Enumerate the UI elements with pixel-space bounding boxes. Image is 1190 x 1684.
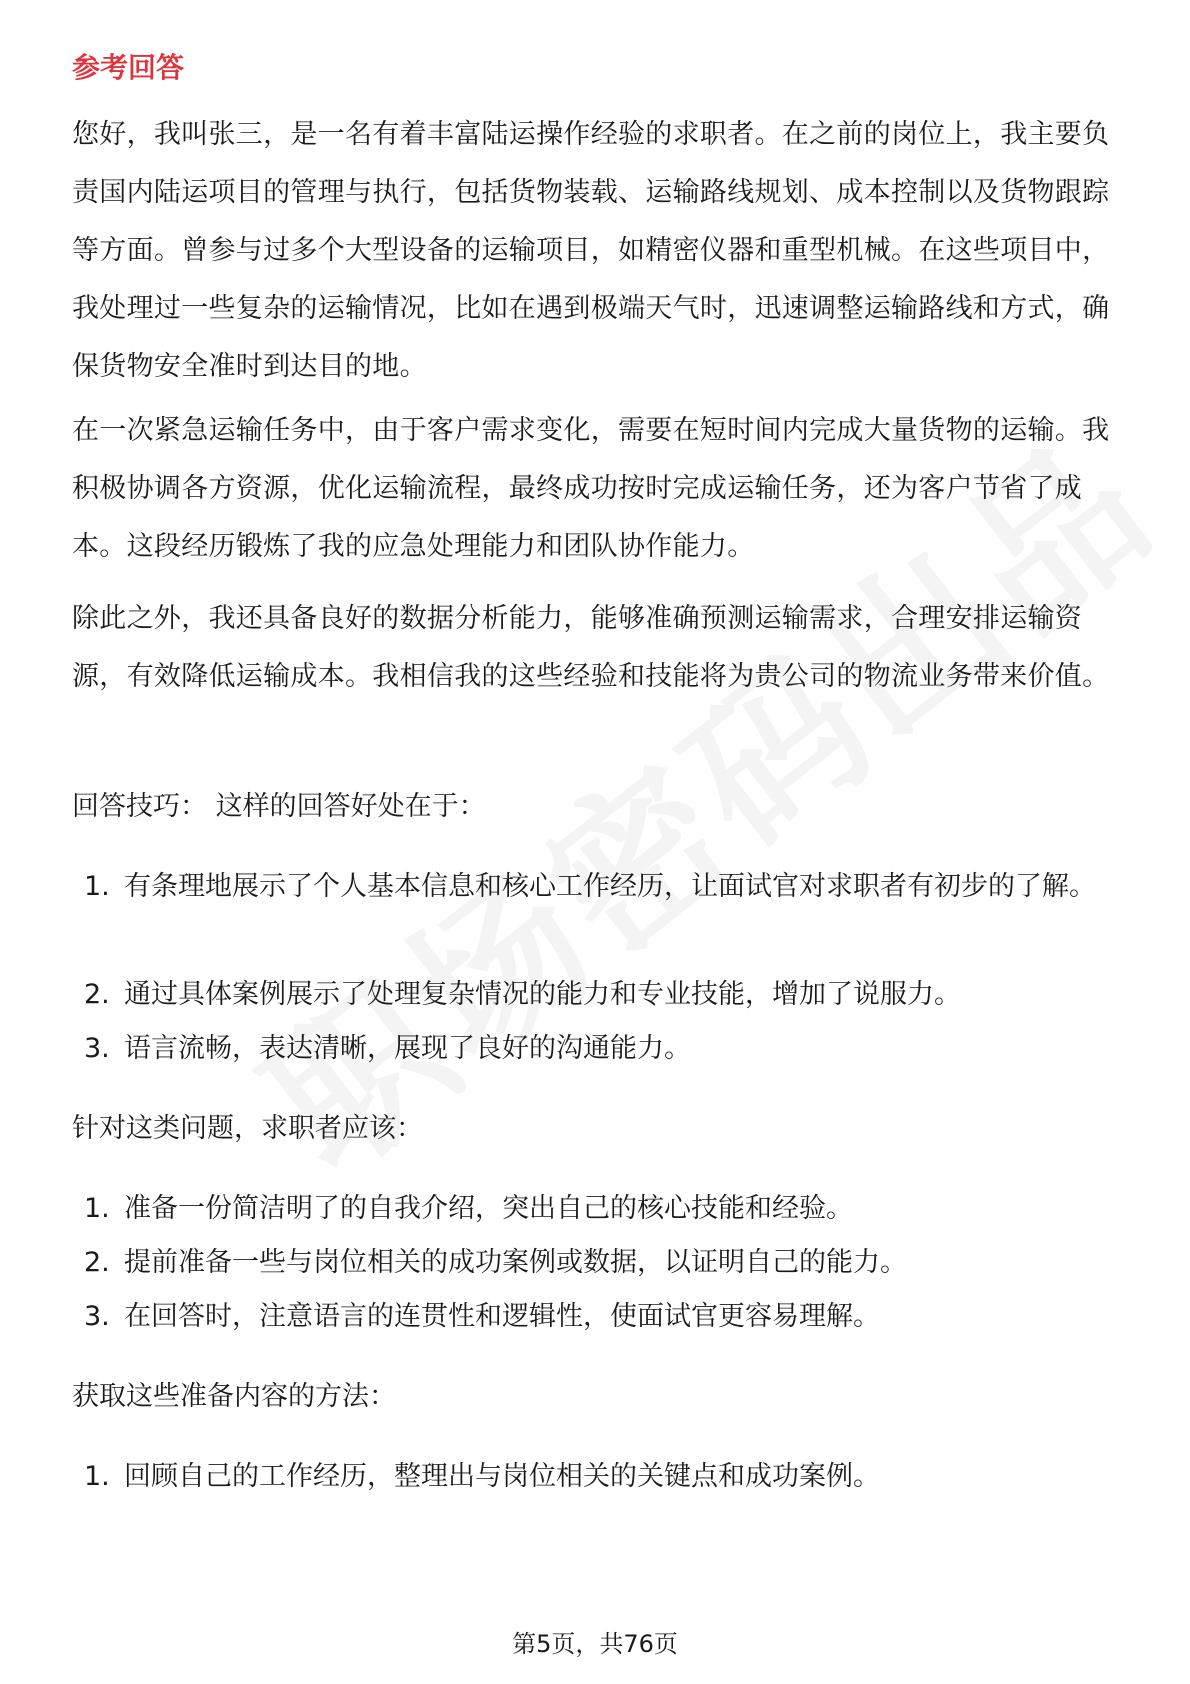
advice-list-item [72, 1180, 1118, 1238]
list-text: 有条理地展示了个人基本信息和核心工作经历，让面试官对求职者有初步的了解。 [124, 871, 1096, 902]
list-number: 2. [84, 1247, 110, 1278]
list-text: 通过具体案例展示了处理复杂情况的能力和专业技能，增加了说服力。 [124, 979, 961, 1010]
list-number: 1. [84, 871, 110, 902]
answer-paragraph-2: 在一次紧急运输任务中，由于客户需求变化，需要在短时间内完成大量货物的运输。我积极协调各方资源，优化运输流程，最终成功按时完成运输任务，还为客户节省了成本。这段经历锻炼了我的应急处理能力和团队协作能力。 [72, 415, 1110, 562]
page-number-footer: 第5页，共76页 [512, 1630, 678, 1658]
list-text: 在回答时，注意语言的连贯性和逻辑性，使面试官更容易理解。 [124, 1301, 880, 1332]
method-list-item [72, 1448, 1118, 1506]
list-number: 2. [84, 979, 110, 1010]
list-text: 提前准备一些与岗位相关的成功案例或数据，以证明自己的能力。 [124, 1247, 907, 1278]
tips-list-item [72, 966, 1118, 1024]
list-number: 1. [84, 1193, 110, 1224]
list-text: 回顾自己的工作经历，整理出与岗位相关的关键点和成功案例。 [124, 1461, 880, 1492]
advice-list-item [72, 1234, 1118, 1292]
list-text: 准备一份简洁明了的自我介绍，突出自己的核心技能和经验。 [124, 1193, 853, 1224]
tips-list-item [72, 858, 1118, 916]
section-heading: 参考回答 [72, 51, 185, 84]
advice-label: 针对这类问题，求职者应该： [72, 1113, 423, 1144]
tips-list-item [72, 1020, 1118, 1078]
method-label: 获取这些准备内容的方法： [72, 1381, 396, 1412]
list-number: 1. [84, 1461, 110, 1492]
advice-list-item [72, 1288, 1118, 1346]
answer-paragraph-1: 您好，我叫张三，是一名有着丰富陆运操作经验的求职者。在之前的岗位上，我主要负责国内陆运项目的管理与执行，包括货物装载、运输路线规划、成本控制以及货物跟踪等方面。曾参与过多个大型设备的运输项目，如精密仪器和重型机械。在这些项目中，我处理过一些复杂的运输情况，比如在遇到极端天气时，迅速调整运输路线和方式，确保货物安全准时到达目的地。 [72, 119, 1110, 382]
answer-paragraph-3: 除此之外，我还具备良好的数据分析能力，能够准确预测运输需求，合理安排运输资源，有效降低运输成本。我相信我的这些经验和技能将为贵公司的物流业务带来价值。 [72, 603, 1110, 692]
tips-label: 回答技巧： 这样的回答好处在于： [72, 791, 486, 822]
list-number: 3. [84, 1301, 110, 1332]
list-text: 语言流畅，表达清晰，展现了良好的沟通能力。 [124, 1033, 691, 1064]
list-number: 3. [84, 1033, 110, 1064]
